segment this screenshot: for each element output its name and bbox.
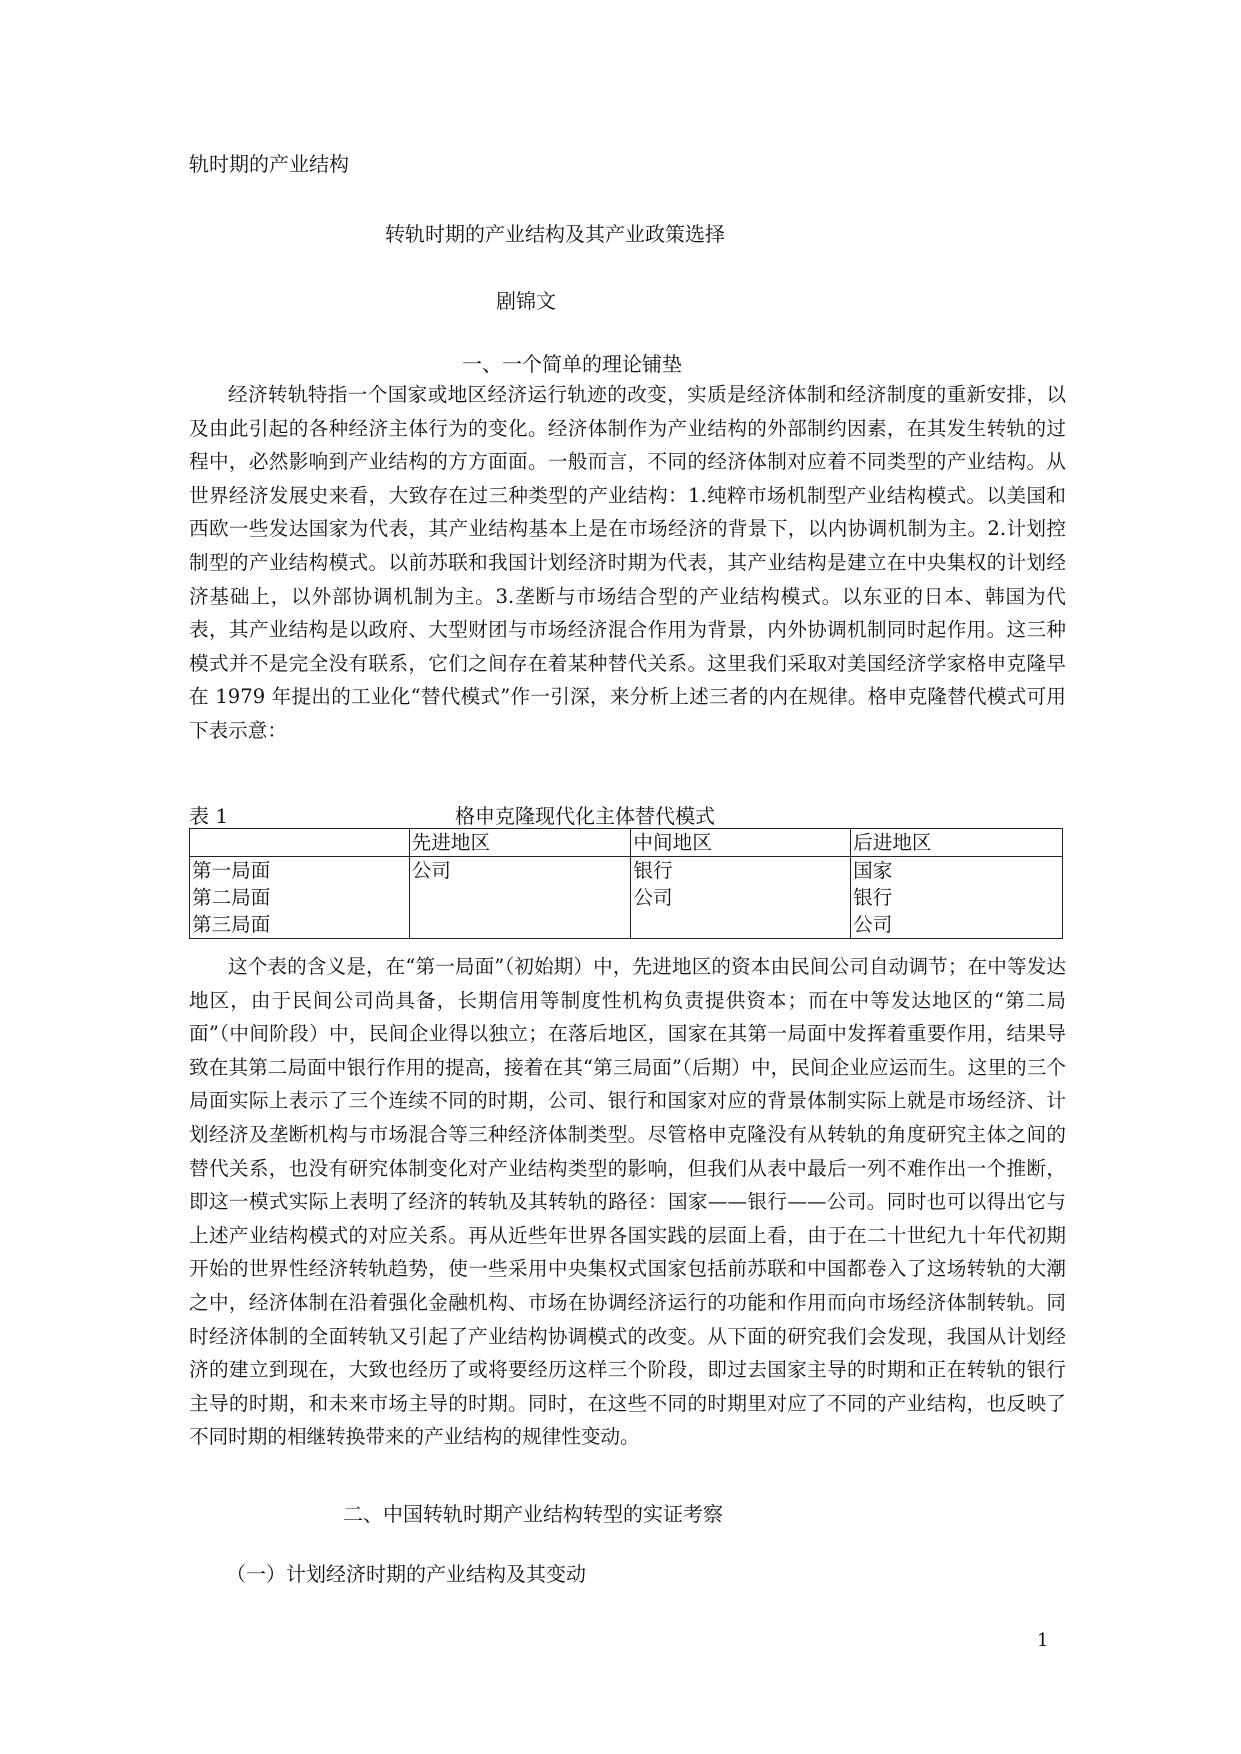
table-header-cell: 先进地区	[409, 829, 631, 857]
cell-line: 公司	[411, 859, 451, 882]
cell-line: 银行	[633, 859, 673, 882]
cell-line: 公司	[853, 913, 893, 936]
table-header-cell: 后进地区	[851, 829, 1063, 857]
paragraph-1: 经济转轨特指一个国家或地区经济运行轨迹的改变，实质是经济体制和经济制度的重新安排，以及由此引起的各种经济主体行为的变化。经济体制作为产业结构的外部制约因素，在其发生转轨的过程中，必然影响到产业结构的方方面面。一般而言，不同的经济体制对应着不同类型的产业结构。从世界经济发展史来看，大致存在过三种类型的产业结构：1.纯粹市场机制型产业结构模式。以美国和西欧一些发达国家为代表，其产业结构基本上是在市场经济的背景下，以内协调机制为主。2.计划控制型的产业结构模式。以前苏联和我国计划经济时期为代表，其产业结构是建立在中央集权的计划经济基础上，以外部协调机制为主。3.垄断与市场结合型的产业结构模式。以东亚的日本、韩国为代表，其产业结构是以政府、大型财团与市场经济混合作用为背景，内外协调机制同时起作用。这三种模式并不是完全没有联系，它们之间存在着某种替代关系。这里我们采取对美国经济学家格申克隆早在 1979 年提出的工业化“替代模式”作一引深，来分析上述三者的内在规律。格申克隆替代模式可用下表示意：	[189, 383, 1066, 742]
table-label: 表 1	[189, 804, 229, 828]
table-cell-backward	[851, 857, 1063, 939]
cell-line	[633, 911, 850, 938]
section-2-heading: 二、中国转轨时期产业结构转型的实证考察	[343, 1502, 723, 1526]
page-number: 1	[1037, 1630, 1049, 1651]
table-header-cell: 中间地区	[631, 829, 851, 857]
section-1-heading: 一、一个简单的理论铺垫	[462, 352, 682, 376]
cell-line: 银行	[853, 886, 893, 909]
paragraph-2: 这个表的含义是，在“第一局面”（初始期）中，先进地区的资本由民间公司自动调节；在中等发达地区，由于民间公司尚具备，长期信用等制度性机构负责提供资本；而在中等发达地区的“第二局面”（中间阶段）中，民间企业得以独立；在落后地区，国家在其第一局面中发挥着重要作用，结果导致在其第二局面中银行作用的提高，接着在其“第三局面”（后期）中，民间企业应运而生。这里的三个局面实际上表示了三个连续不同的时期，公司、银行和国家对应的背景体制实际上就是市场经济、计划经济及垄断机构与市场混合等三种经济体制类型。尽管格申克隆没有从转轨的角度研究主体之间的替代关系，也没有研究体制变化对产业结构类型的影响，但我们从表中最后一列不难作出一个推断，即这一模式实际上表明了经济的转轨及其转轨的路径：国家——银行——公司。同时也可以得出它与上述产业结构模式的对应关系。再从近些年世界各国实践的层面上看，由于在二十世纪九十年代初期开始的世界性经济转轨趋势，使一些采用中央集权式国家包括前苏联和中国都卷入了这场转轨的大潮之中，经济体制在沿着强化金融机构、市场在协调经济运行的功能和作用而向市场经济体制转轨。同时经济体制的全面转轨又引起了产业结构协调模式的改变。从下面的研究我们会发现，我国从计划经济的建立到现在，大致也经历了或将要经历这样三个阶段，即过去国家主导的时期和正在转轨的银行主导的时期，和未来市场主导的时期。同时，在这些不同的时期里对应了不同的产业结构，也反映了不同时期的相继转换带来的产业结构的规律性变动。	[189, 955, 1066, 1449]
cell-line: 第一局面	[192, 859, 271, 882]
subsection-1-heading: （一）计划经济时期的产业结构及其变动	[226, 1562, 586, 1586]
cell-line	[412, 884, 631, 911]
cell-line: 公司	[633, 886, 673, 909]
cell-line: 第二局面	[192, 886, 271, 909]
cell-line: 国家	[853, 859, 893, 882]
table-cell-advanced	[409, 857, 631, 939]
table-title: 格申克隆现代化主体替代模式	[455, 804, 715, 828]
substitution-model-table	[189, 828, 1063, 939]
cell-line	[412, 911, 631, 938]
article-title: 转轨时期的产业结构及其产业政策选择	[385, 222, 725, 246]
cell-line: 第三局面	[192, 913, 271, 936]
table-header-cell	[190, 829, 410, 857]
running-header: 轨时期的产业结构	[189, 152, 349, 176]
table-cell-phase	[190, 857, 410, 939]
table-header-row	[190, 829, 1063, 857]
table-cell-intermediate	[631, 857, 851, 939]
table-row	[190, 857, 1063, 939]
author-name: 剧锦文	[496, 289, 556, 313]
